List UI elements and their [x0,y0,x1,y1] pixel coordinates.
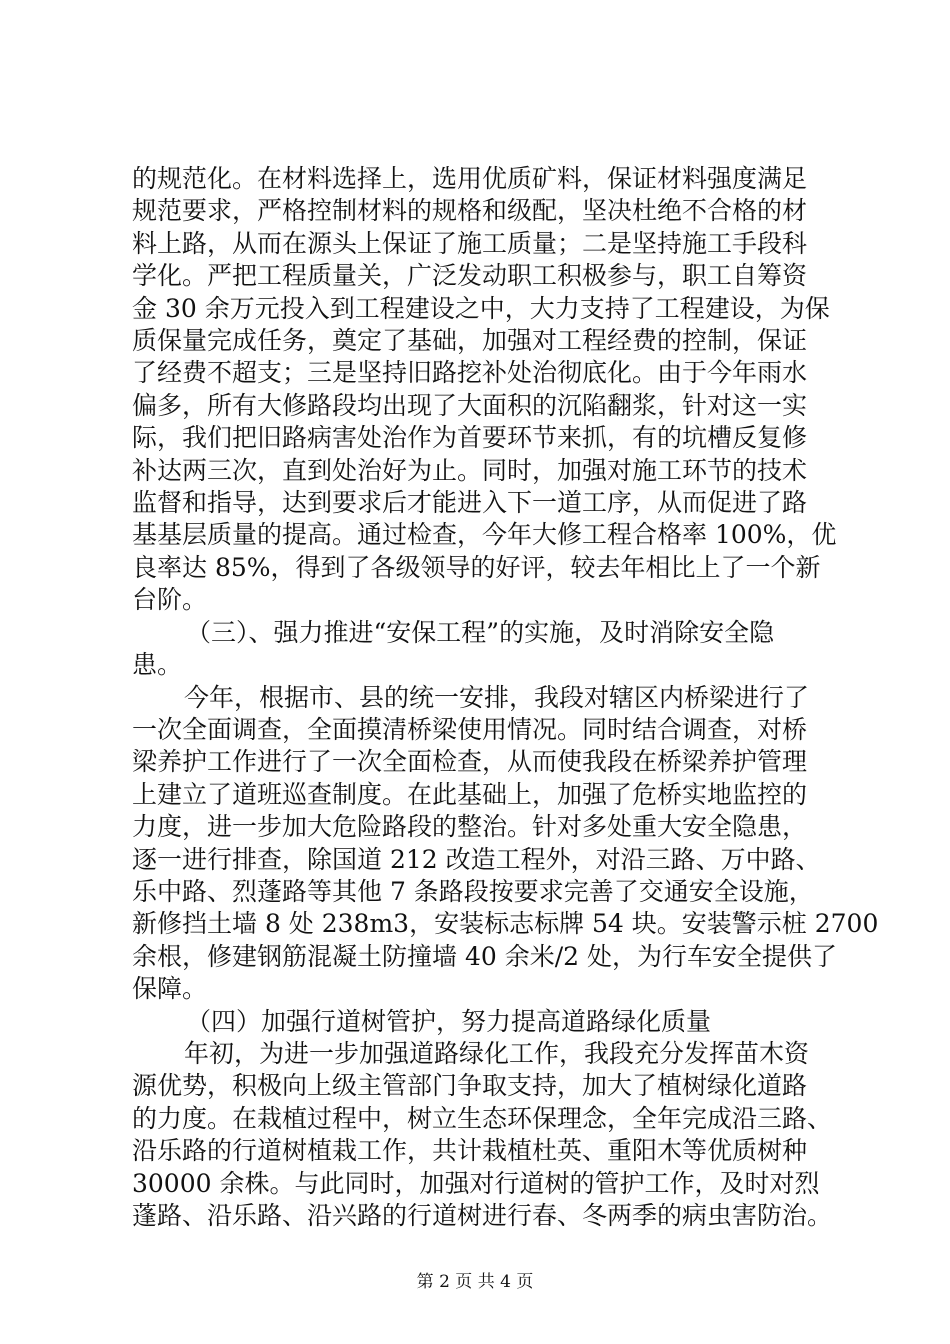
text-line: 源优势，积极向上级主管部门争取支持，加大了植树绿化道路 [132,1071,808,1101]
page-footer: 第 2 页 共 4 页 [416,1272,534,1292]
text-line: 补达两三次，直到处治好为止。同时，加强对施工环节的技术 [132,455,808,485]
text-line: 力度，进一步加大危险路段的整治。针对多处重大安全隐患， [132,812,808,842]
text-line: 良率达 85%，得到了各级领导的好评，较去年相比上了一个新 [132,552,821,582]
text-line: 金 30 余万元投入到工程建设之中，大力支持了工程建设，为保 [132,293,830,323]
section-heading: （四）加强行道树管护，努力提高道路绿化质量 [186,1006,712,1036]
paragraph-start: 年初，为进一步加强道路绿化工作，我段充分发挥苗木资 [184,1038,810,1068]
section-heading-continued: 患。 [132,650,183,680]
text-line: 台阶。 [132,585,208,615]
text-line: 沿乐路的行道树植栽工作，共计栽植杜英、重阳木等优质树种 [132,1136,808,1166]
text-line: 偏多，所有大修路段均出现了大面积的沉陷翻浆，针对这一实 [132,390,808,420]
text-line: 的力度。在栽植过程中，树立生态环保理念，全年完成沿三路、 [132,1103,833,1133]
text-line: 质保量完成任务，奠定了基础，加强对工程经费的控制，保证 [132,326,808,356]
text-line: 蓬路、沿乐路、沿兴路的行道树进行春、冬两季的病虫害防治。 [132,1201,833,1230]
text-line: 基基层质量的提高。通过检查，今年大修工程合格率 100%，优 [132,520,837,550]
text-line: 了经费不超支；三是坚持旧路挖补处治彻底化。由于今年雨水 [132,358,808,388]
text-line: 一次全面调查，全面摸清桥梁使用情况。同时结合调查，对桥 [132,714,808,744]
document-body [132,163,879,1232]
text-line: 新修挡土墙 8 处 238m3，安装标志标牌 54 块。安装警示桩 2700 [132,909,879,939]
text-line: 保障。 [132,974,208,1004]
text-line: 乐中路、烈蓬路等其他 7 条路段按要求完善了交通安全设施， [132,876,814,906]
text-line: 余根，修建钢筋混凝土防撞墙 40 余米/2 处，为行车安全提供了 [132,941,837,971]
text-line: 际，我们把旧路病害处治作为首要环节来抓，有的坑槽反复修 [132,423,808,453]
text-line: 规范要求，严格控制材料的规格和级配，坚决杜绝不合格的材 [132,196,808,226]
text-line: 逐一进行排查，除国道 212 改造工程外，对沿三路、万中路、 [132,844,821,874]
text-line: 上建立了道班巡查制度。在此基础上，加强了危桥实地监控的 [132,779,808,809]
text-line: 监督和指导，达到要求后才能进入下一道工序，从而促进了路 [132,488,808,518]
text-line: 料上路，从而在源头上保证了施工质量；二是坚持施工手段科 [132,228,808,258]
text-line: 学化。严把工程质量关，广泛发动职工积极参与，职工自筹资 [132,261,808,291]
text-line: 梁养护工作进行了一次全面检查，从而使我段在桥梁养护管理 [132,747,808,777]
text-line: 30000 余株。与此同时，加强对行道树的管护工作，及时对烈 [132,1168,820,1198]
text-line: 的规范化。在材料选择上，选用优质矿料，保证材料强度满足 [132,164,808,193]
paragraph-start: 今年，根据市、县的统一安排，我段对辖区内桥梁进行了 [184,682,810,712]
section-heading: （三）、强力推进“安保工程”的实施，及时消除安全隐 [186,617,775,647]
